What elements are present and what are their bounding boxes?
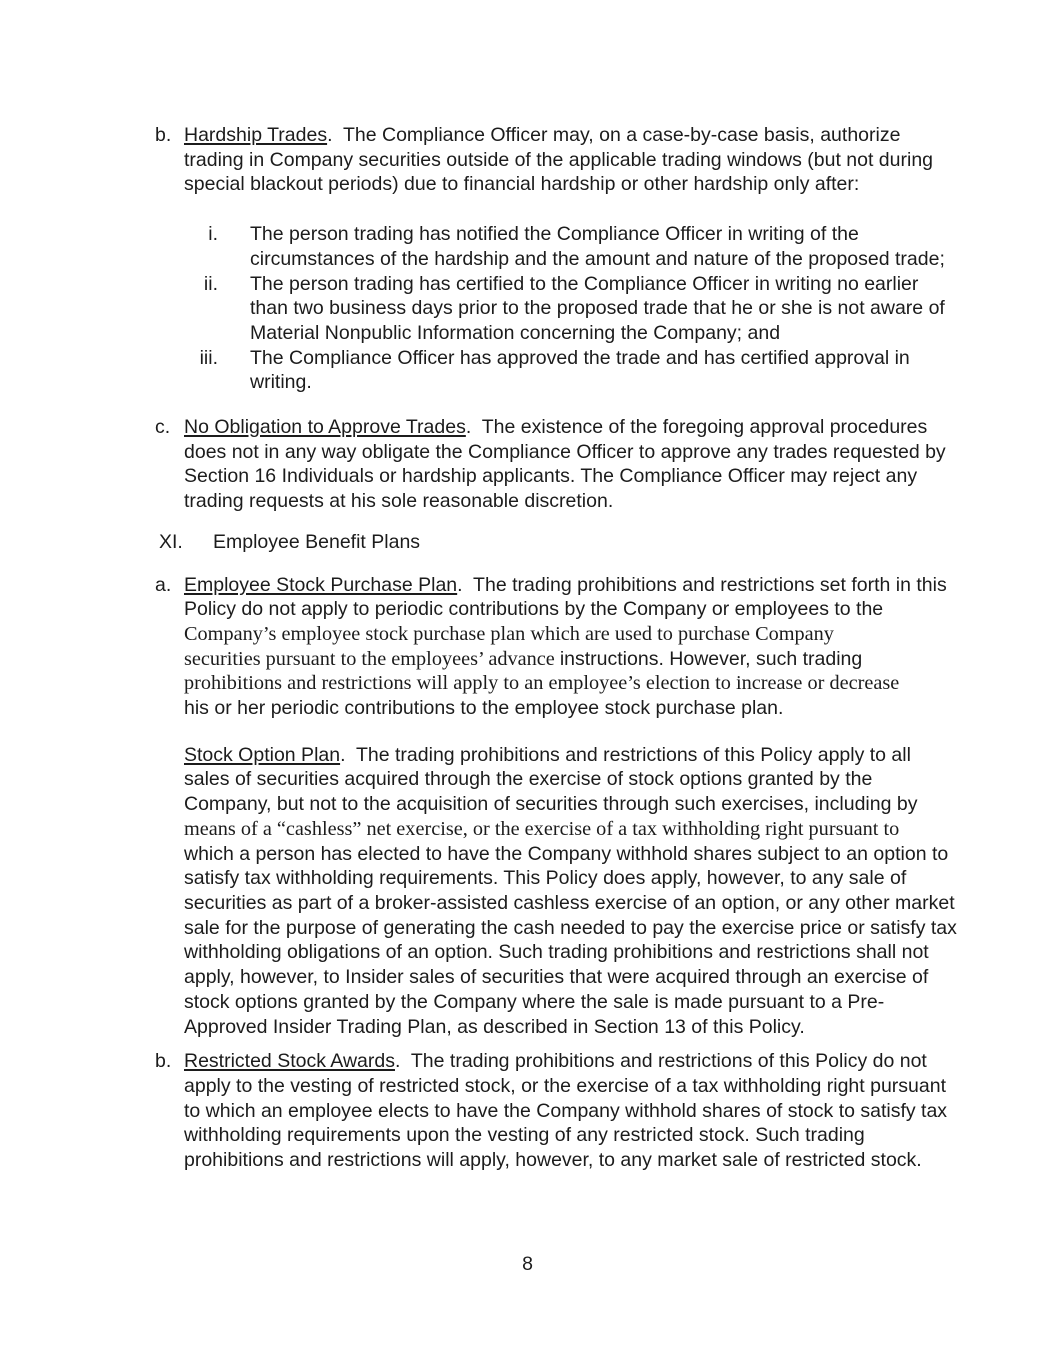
section-heading-xi — [155, 530, 955, 555]
page-number: 8 — [522, 1253, 533, 1275]
list-letter: c. — [155, 416, 171, 439]
roman-numeral: ii. — [203, 272, 218, 295]
section-no-obligation — [155, 415, 955, 514]
condition-text: The Compliance Officer has approved the trade and has certified approval in writing. — [250, 346, 910, 394]
list-letter: a. — [155, 573, 172, 596]
roman-numeral: i. — [208, 223, 218, 246]
paragraph-no-obligation: No Obligation to Approve Trades. The existence of the foregoing approval procedures does not in any way obligate the Compliance Officer to approve any trades requested by Section 16 Individuals or hardship applicants. The Compliance Officer may reject any trading requests at his sole reasonable discretion. — [184, 416, 946, 513]
paragraph-hardship-trades: Hardship Trades. The Compliance Officer may, on a case-by-case basis, authorize trading in Company securities outside of the applicable trading windows (but not during special blackout periods) due to financial hardship or other hardship only after: — [184, 124, 934, 196]
section-stock-option-plan — [184, 743, 955, 1039]
paragraph-espp: Employee Stock Purchase Plan. The trading prohibitions and restrictions set forth in this Policy do not apply to periodic contributions by the Company or employees to the Company’s employee stock purchase plan which are used to purchase Company securities pursuant to the employees’ advance instructions. However, such trading prohibitions and restrictions will apply to an employee’s election to increase or decrease his or her periodic contributions to the employee stock purchase plan. — [184, 573, 947, 720]
list-item-iii — [155, 346, 955, 395]
section-restricted-stock-awards — [155, 1049, 955, 1173]
list-letter: b. — [155, 1050, 172, 1073]
list-item-ii — [155, 272, 955, 346]
list-item-i — [155, 222, 955, 271]
roman-numeral: iii. — [199, 346, 218, 369]
paragraph-restricted-stock: Restricted Stock Awards. The trading prohibitions and restrictions of this Policy do not apply to the vesting of restricted stock, or the exercise of a tax withholding right pursuant to which an employee elects to have the Company withhold shares of stock to satisfy tax withholding requirements upon the vesting of any restricted stock. Such trading prohibitions and restrictions will apply, however, to any market sale of restricted stock. — [184, 1050, 948, 1172]
section-numeral: XI. — [159, 530, 183, 553]
section-employee-stock-purchase-plan — [155, 573, 955, 721]
paragraph-stock-option-plan: Stock Option Plan. The trading prohibitions and restrictions of this Policy apply to all sales of securities acquired through the exercise of stock options granted by the Company, but not to the acquisition of securities through such exercises, including by means of a “cashless” net exercise, or the exercise of a tax withholding right pursuant to which a person has elected to have the Company withhold shares subject to an option to satisfy tax withholding requirements. This Policy does apply, however, to any sale of securities as part of a broker-assisted cashless exercise of an option, or any other market sale for the purpose of generating the cash needed to pay the exercise price or satisfy tax withholding obligations of an option. Such trading prohibitions and restrictions shall not apply, however, to Insider sales of securities that were acquired through an exercise of stock options granted by the Company where the sale is made pursuant to a Pre- Approved Insider Trading Plan, as described in Section 13 of this Policy. — [184, 743, 957, 1038]
condition-text: The person trading has notified the Compliance Officer in writing of the circumstances of the hardship and the amount and nature of the proposed trade; — [250, 223, 945, 270]
hardship-conditions-list — [155, 222, 955, 395]
list-letter: b. — [155, 124, 172, 146]
condition-text: The person trading has certified to the Compliance Officer in writing no earlier than two business days prior to the proposed trade that he or she is not aware of Material Nonpublic Information concerning the Company; and — [250, 272, 945, 344]
document-body — [155, 123, 955, 1173]
section-hardship-trades — [155, 123, 955, 197]
section-title: Employee Benefit Plans — [213, 530, 421, 553]
